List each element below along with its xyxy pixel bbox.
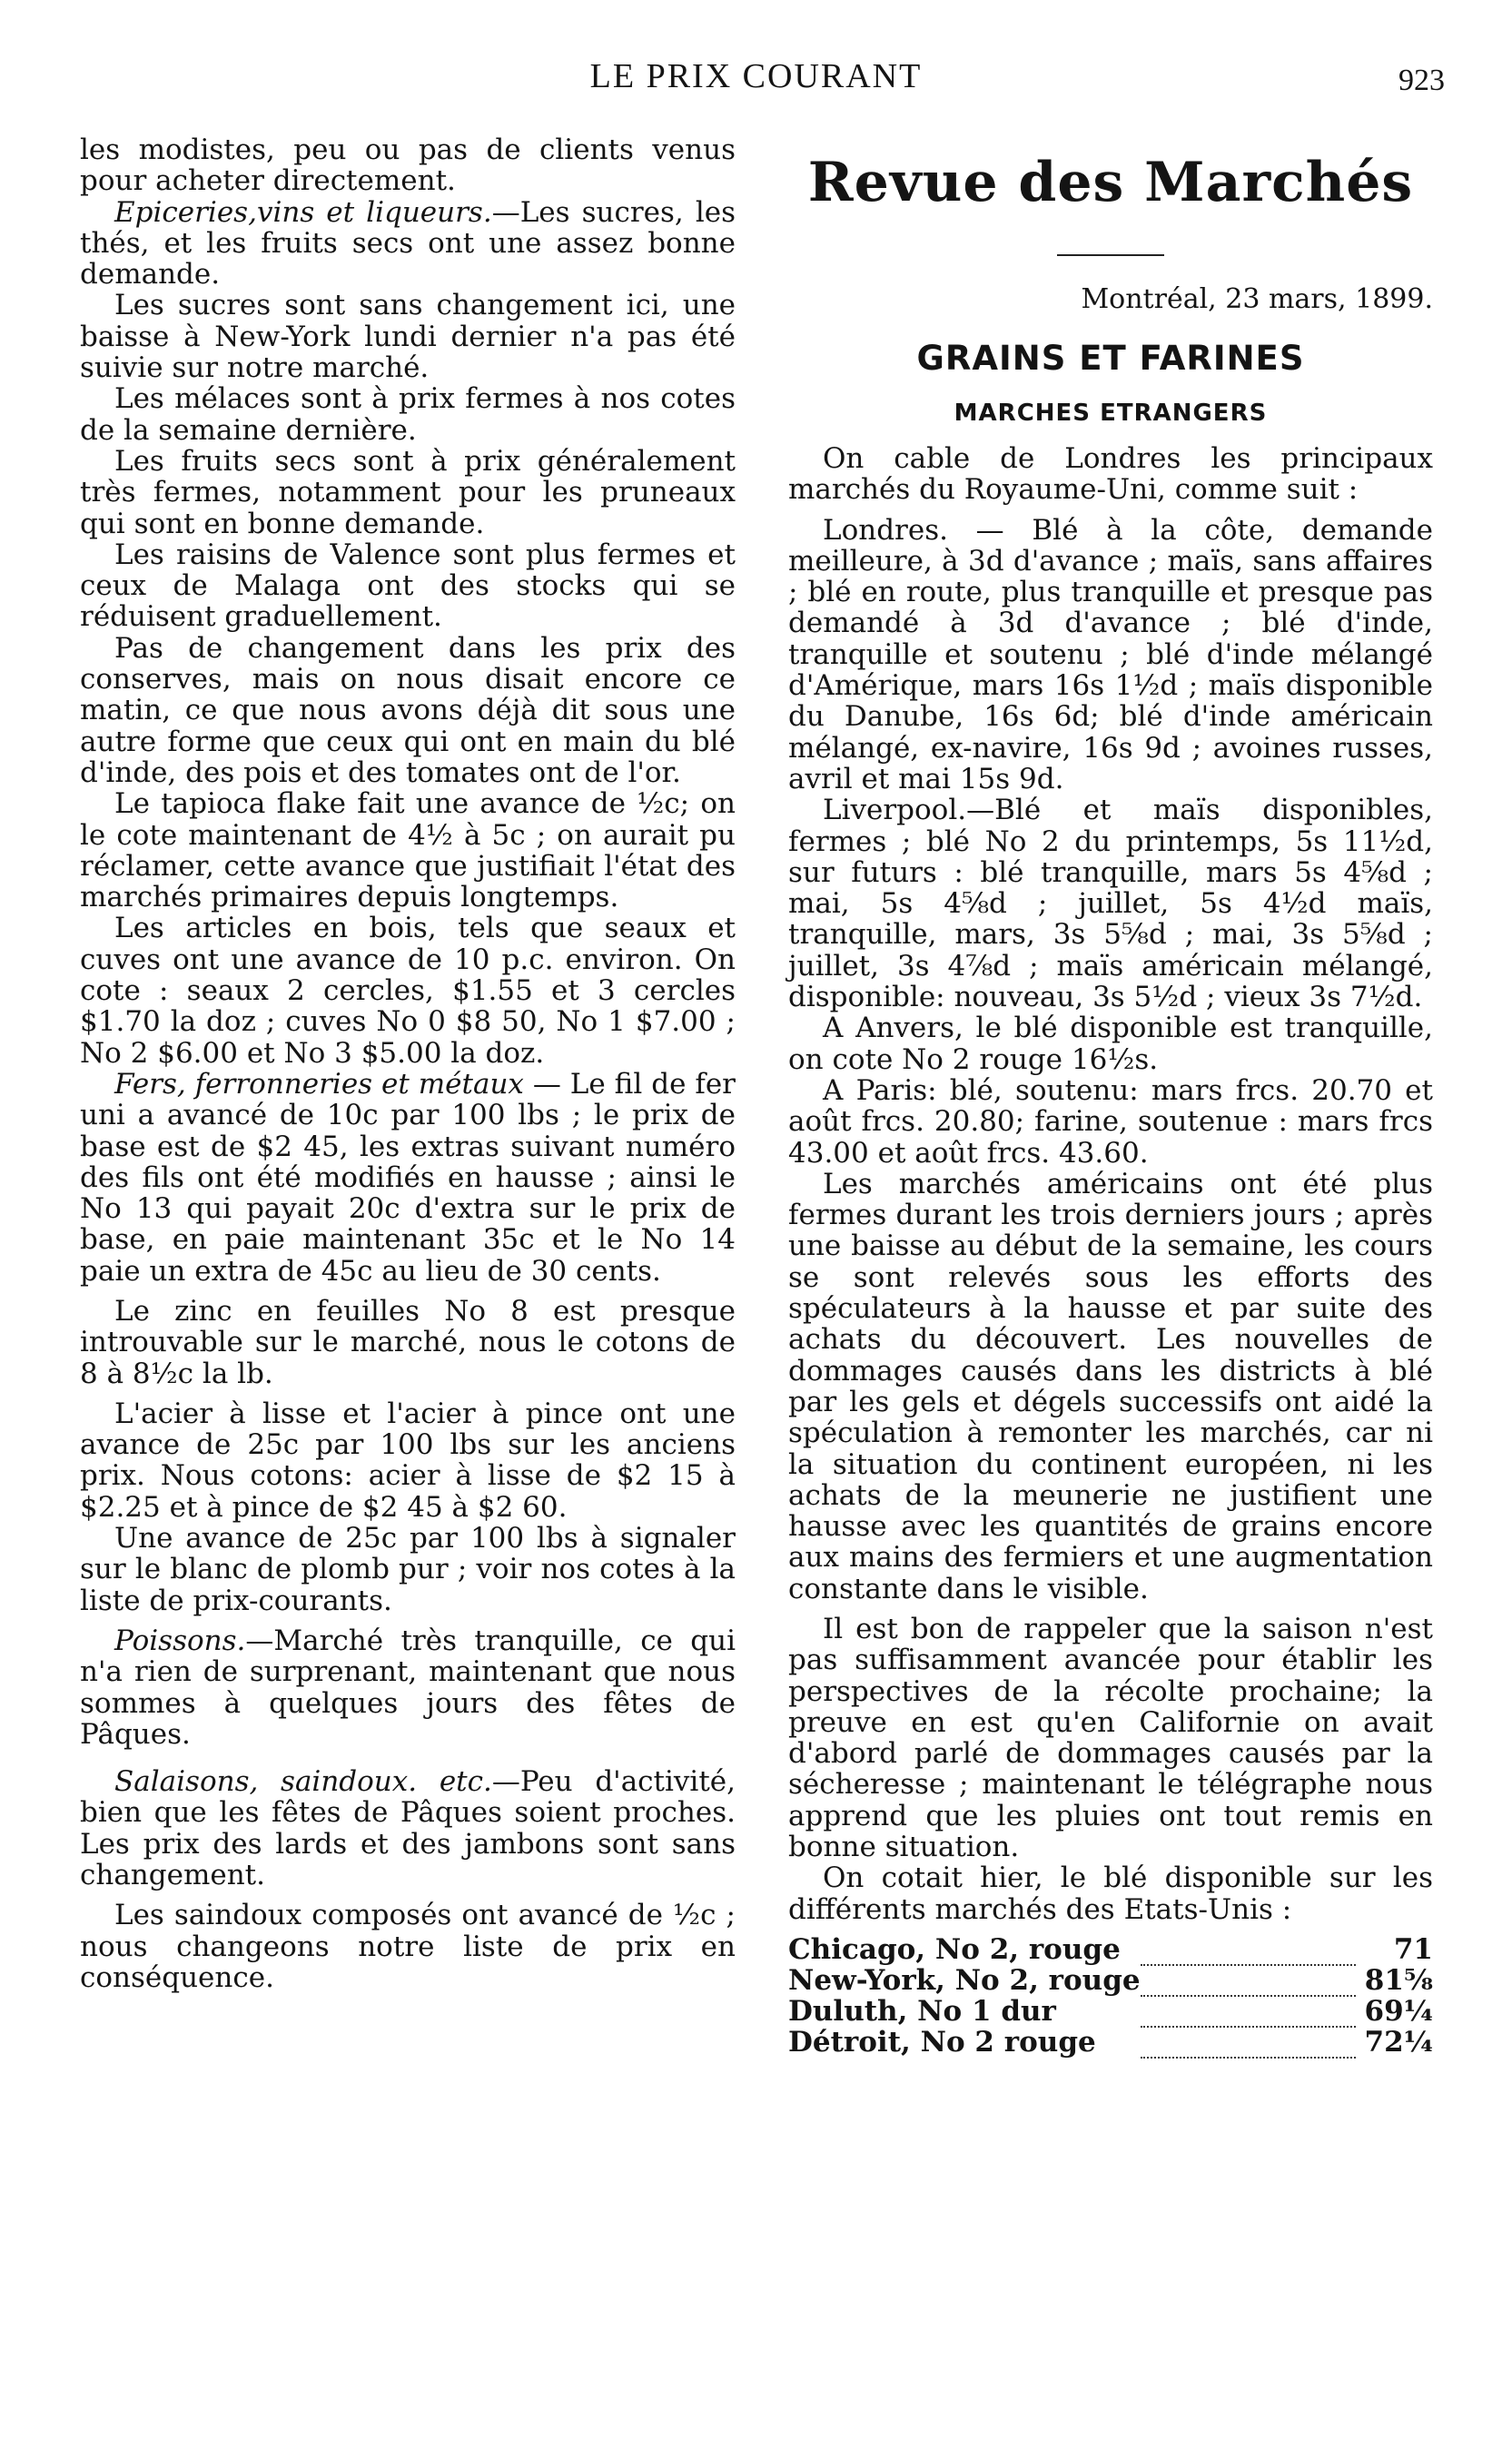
paragraph-lead: Salaisons, saindoux. etc.: [114, 1765, 492, 1799]
paragraph: [80, 1625, 736, 1750]
paragraph-lead: Fers, ferronneries et métaux: [114, 1067, 524, 1101]
market-name: Détroit, No 2 rouge: [788, 2025, 1096, 2059]
page-number: 923: [1398, 64, 1445, 97]
paragraph-text: Les marchés américains ont été plus fermes durant les trois derniers jours ; après une baisse au début de la semaine, les cours se sont relevés sous les efforts des spéculateurs à la hausse et par suite des achats du découvert. Les nouvelles de dommages causés dans les districts à blé par les gels et dégels successifs ont aidé la spéculation à remonter les marchés, car ni la situation du continent européen, ni les achats de la meunerie ne justifient une hausse avec les quantités de grains encore aux mains des fermiers et une augmentation constante dans le visible.: [788, 1167, 1433, 1605]
paragraph: [80, 633, 736, 788]
price-row: [788, 1996, 1433, 2027]
paragraph: [80, 1069, 736, 1287]
market-name: New-York, No 2, rouge: [788, 1963, 1141, 1997]
paragraph-text: Les fruits secs sont à prix généralement très fermes, notamment pour les pruneaux qui sont en bonne demande.: [80, 444, 736, 540]
leader-dots: [1141, 1934, 1356, 1965]
paragraph-text: Il est bon de rappeler que la saison n'est pas suffisamment avancée pour établir les perspectives de la récolte prochaine; la preuve en est qu'en Californie on avait d'abord parlé de dommages causés par la sécheresse ; maintenant le télégraphe nous apprend que les pluies ont tout remis en bonne situation.: [788, 1612, 1433, 1864]
paragraph: [80, 134, 736, 197]
leader-dots: [1141, 1996, 1356, 2027]
leader-dots: [1141, 1965, 1356, 1996]
paragraph: [788, 1075, 1433, 1169]
paragraph-lead: Epiceries,vins et liqueurs.: [114, 195, 492, 229]
paragraph-text: Liverpool.—Blé et maïs disponibles, fermes ; blé No 2 du printemps, 5s 11½d, sur futurs : blé tranquille, mars 5s 4⅝d ; mai, 5s 4⅝d ; juillet, 5s 4½d maïs, tranquille, mars, 3s 5⅝d ; mai, 3s 5⅝d ; juillet, 3s 4⅞d ; maïs américain mélangé, disponible: nouveau, 3s 5½d ; vieux 3s 7½d.: [788, 794, 1433, 1014]
paragraph: [80, 1900, 736, 1993]
paragraph: [788, 795, 1433, 1012]
price-table: [788, 1934, 1433, 2059]
paragraph: [788, 1862, 1433, 1925]
market-name: Duluth, No 1 dur: [788, 1994, 1056, 2028]
paragraph-text: —Les sucres, les thés, et les fruits secs ont une assez bonne demande.: [80, 195, 736, 291]
price-value: 71: [1393, 1932, 1433, 1966]
paragraph: [788, 443, 1433, 506]
paragraph: [80, 197, 736, 291]
right-column: [788, 134, 1433, 2059]
paragraph: [80, 290, 736, 383]
paragraph-text: Les articles en bois, tels que seaux et cuves ont une avance de 10 p.c. environ. On cote : seaux 2 cercles, $1.55 et 3 cercles $1.70 la doz ; cuves No 0 $8 50, No 1 $7.00 ; No 2 $6.00 et No 3 $5.00 la doz.: [80, 912, 736, 1070]
paragraph-text: —Marché très tranquille, ce qui n'a rien de surprenant, maintenant que nous sommes à quelques jours des fêtes de Pâques.: [80, 1624, 736, 1751]
paragraph: [80, 913, 736, 1068]
title-rule: [1057, 254, 1164, 256]
paragraph-text: A Anvers, le blé disponible est tranquille, on cote No 2 rouge 16½s.: [788, 1012, 1433, 1076]
paragraph-text: Londres. — Blé à la côte, demande meilleure, à 3d d'avance ; maïs, sans affaires ; blé en route, plus tranquille et presque pas demandé à 3d d'avance ; blé d'inde, tranquille et soutenu ; blé d'inde mélangé d'Amérique, mars 16s 1½d ; maïs disponible du Danube, 16s 6d; blé d'inde américain mélangé, ex-navire, 16s 9d ; avoines russes, avril et mai 15s 9d.: [788, 513, 1433, 795]
subsection-heading: MARCHES ETRANGERS: [954, 400, 1268, 427]
price-row: [788, 1934, 1433, 1965]
paragraph-text: Pas de changement dans les prix des conserves, mais on nous disait encore ce matin, ce que nous avons déjà dit sous une autre forme que ceux qui ont en main du blé d'inde, des pois et des tomates ont de l'or.: [80, 631, 736, 789]
paragraph: [80, 539, 736, 633]
left-column: [80, 134, 736, 1993]
paragraph-text: Une avance de 25c par 100 lbs à signaler sur le blanc de plomb pur ; voir nos cotes à la liste de prix-courants.: [80, 1522, 736, 1617]
paragraph: [788, 1169, 1433, 1605]
paragraph: [788, 515, 1433, 795]
price-value: 69¼: [1364, 1994, 1433, 2028]
paragraph-text: Les raisins de Valence sont plus fermes et ceux de Malaga ont des stocks qui se réduisent graduellement.: [80, 538, 736, 634]
paragraph-text: On cotait hier, le blé disponible sur les différents marchés des Etats-Unis :: [788, 1861, 1433, 1926]
price-row: [788, 1965, 1433, 1996]
leader-dots: [1141, 2027, 1356, 2058]
paragraph-text: On cable de Londres les principaux marchés du Royaume-Uni, comme suit :: [788, 442, 1433, 507]
paragraph-text: les modistes, peu ou pas de clients venus pour acheter directement.: [80, 133, 736, 198]
paragraph: [80, 1398, 736, 1523]
paragraph-text: Les sucres sont sans changement ici, une baisse à New-York lundi dernier n'a pas été suivie sur notre marché.: [80, 289, 736, 385]
paragraph-text: L'acier à lisse et l'acier à pince ont une avance de 25c par 100 lbs sur les anciens prix. Nous cotons: acier à lisse de $2 15 à $2.25 et à pince de $2 45 à $2 60.: [80, 1397, 736, 1524]
paragraph-text: —Peu d'activité, bien que les fêtes de Pâques soient proches. Les prix des lards et des jambons sont sans changement.: [80, 1765, 736, 1892]
paragraph: [80, 383, 736, 446]
paragraph-text: Les saindoux composés ont avancé de ½c ; nous changeons notre liste de prix en conséquence.: [80, 1899, 736, 1994]
paragraph: [80, 788, 736, 913]
paragraph-text: — Le fil de fer uni a avancé de 10c par 100 lbs ; le prix de base est de $2 45, les extras suivant numéro des fils ont été modifiés en hausse ; ainsi le No 13 qui payait 20c d'extra sur le prix de base, en paie maintenant 35c et le No 14 paie un extra de 45c au lieu de 30 cents.: [80, 1067, 736, 1288]
page-header-title: LE PRIX COURANT: [589, 57, 923, 95]
right-paragraphs: [788, 443, 1433, 1925]
paragraph: [80, 1766, 736, 1891]
paragraph-text: Le tapioca flake fait une avance de ½c; on le cote maintenant de 4½ à 5c ; on aurait pu réclamer, cette avance que justifiait l'état des marchés primaires depuis longtemps.: [80, 787, 736, 914]
price-value: 72¼: [1364, 2025, 1433, 2059]
paragraph: [80, 1523, 736, 1616]
paragraph: [788, 1614, 1433, 1862]
price-row: [788, 2027, 1433, 2058]
section-title: Revue des Marchés: [807, 151, 1414, 214]
dateline: Montréal, 23 mars, 1899.: [1081, 283, 1433, 315]
paragraph-text: Le zinc en feuilles No 8 est presque introuvable sur le marché, nous le cotons de 8 à 8½c la lb.: [80, 1294, 736, 1390]
paragraph: [80, 446, 736, 539]
section-heading: GRAINS ET FARINES: [916, 339, 1305, 378]
paragraph-lead: Poissons.: [114, 1624, 246, 1657]
paragraph-text: A Paris: blé, soutenu: mars frcs. 20.70 et août frcs. 20.80; farine, soutenue : mars frcs 43.00 et août frcs. 43.60.: [788, 1073, 1433, 1170]
paragraph: [80, 1296, 736, 1389]
paragraph: [788, 1012, 1433, 1075]
price-value: 81⅝: [1364, 1963, 1433, 1997]
paragraph-text: Les mélaces sont à prix fermes à nos cotes de la semaine dernière.: [80, 382, 736, 447]
market-name: Chicago, No 2, rouge: [788, 1932, 1121, 1966]
